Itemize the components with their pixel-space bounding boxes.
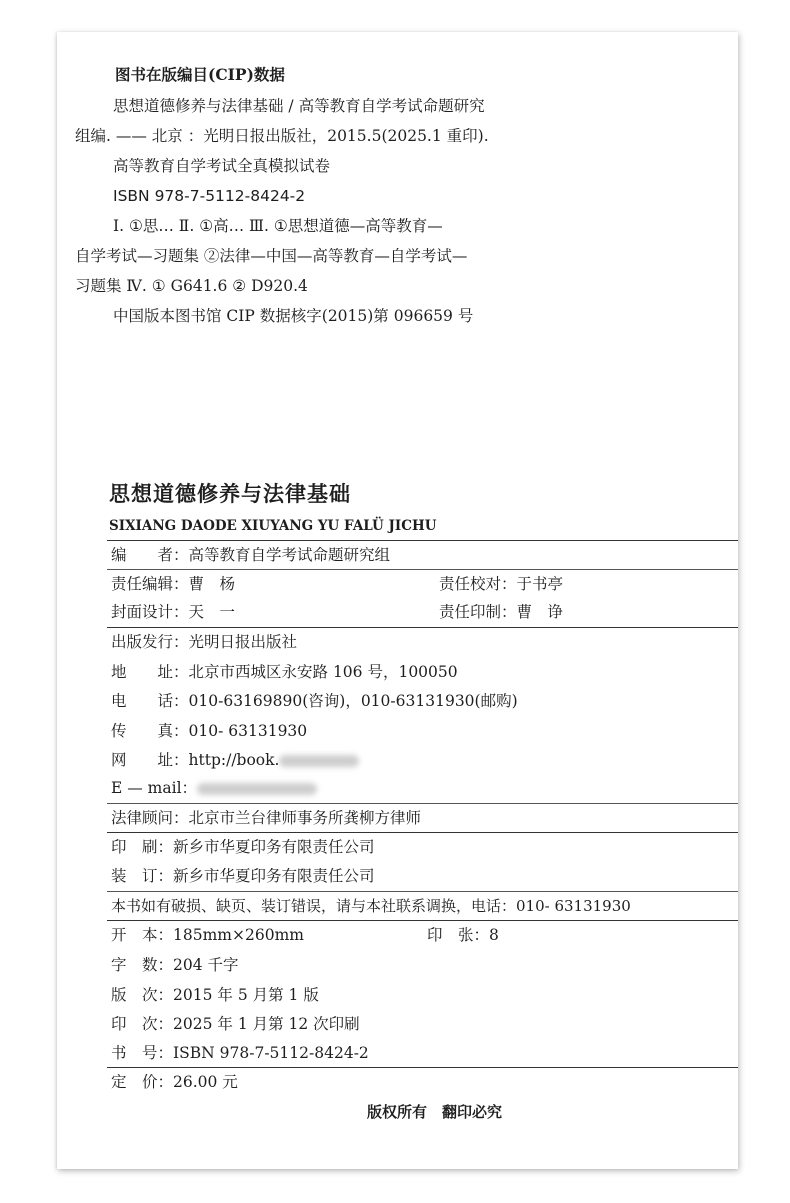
sheets-label: 印 张：: [427, 926, 490, 944]
issuer-value: 光明日报出版社: [188, 633, 298, 651]
issuer-line: [111, 632, 297, 652]
address-label: 地 址：: [111, 663, 189, 681]
printer-value: 新乡市华夏印务有限责任公司: [173, 838, 375, 856]
words-label: 字 数：: [111, 956, 174, 974]
proofreader-line: [439, 574, 563, 594]
sheets-value: 8: [489, 926, 499, 944]
divider: [107, 832, 738, 833]
issuer-label: 出版发行：: [111, 633, 189, 651]
web-line: [111, 750, 359, 770]
edition-label: 版 次：: [111, 986, 174, 1004]
phone-line: [111, 691, 518, 711]
author-value: 高等教育自学考试命题研究组: [188, 546, 391, 564]
damage-notice: 本书如有破损、缺页、装订错误，请与本社联系调换，电话：010- 63131930: [111, 897, 631, 915]
binder-value: 新乡市华夏印务有限责任公司: [173, 867, 375, 885]
fax-line: [111, 721, 307, 741]
cip-line-7: 习题集 Ⅳ. ① G641.6 ② D920.4: [75, 277, 308, 295]
divider: [107, 540, 738, 541]
binder-label: 装 订：: [111, 867, 174, 885]
price-line: [111, 1072, 238, 1092]
cip-heading: 图书在版编目(CIP)数据: [115, 65, 285, 84]
cip-line-2: 组编. —— 北京 ：光明日报出版社，2015.5(2025.1 重印).: [75, 127, 489, 145]
format-value: 185mm×260mm: [173, 926, 304, 944]
phone-label: 电 话：: [111, 692, 189, 710]
address-line: [111, 662, 458, 682]
email-line: [111, 778, 317, 798]
cip-line-8: 中国版本图书馆 CIP 数据核字(2015)第 096659 号: [113, 307, 474, 325]
book-pinyin: SIXIANG DAODE XIUYANG YU FALÜ JICHU: [109, 518, 437, 534]
price-label: 定 价：: [111, 1073, 174, 1091]
proofreader-value: 于书亭: [516, 575, 564, 593]
words-value: 204 千字: [173, 956, 239, 974]
redacted-email: [197, 783, 317, 795]
words-line: [111, 955, 239, 975]
fax-value: 010- 63131930: [188, 722, 308, 740]
format-line: [111, 925, 304, 945]
author-line: [111, 545, 390, 565]
printing-value: 2025 年 1 月第 12 次印刷: [173, 1015, 360, 1033]
cip-isbn: ISBN 978-7-5112-8424-2: [113, 187, 306, 205]
divider: [107, 1067, 738, 1068]
divider: [107, 569, 738, 570]
isbn-line: [111, 1043, 369, 1063]
divider: [107, 803, 738, 804]
printing-resp-value: 曹 诤: [516, 603, 564, 621]
edition-value: 2015 年 5 月第 1 版: [173, 986, 319, 1004]
price-value: 26.00 元: [173, 1073, 238, 1091]
legal-line: [111, 808, 421, 828]
divider: [107, 920, 738, 921]
printer-label: 印 刷：: [111, 838, 174, 856]
email-label: E — mail：: [111, 779, 198, 797]
book-title: 思想道德修养与法律基础: [109, 482, 351, 506]
edition-line: [111, 985, 319, 1005]
printer-line: [111, 837, 375, 857]
divider: [107, 627, 738, 628]
cip-line-5: Ⅰ. ①思… Ⅱ. ①高… Ⅲ. ①思想道德—高等教育—: [113, 217, 443, 235]
cover-line: [111, 602, 235, 622]
printing-label: 印 次：: [111, 1015, 174, 1033]
address-value: 北京市西城区永安路 106 号，100050: [188, 663, 458, 681]
cip-line-6: 自学考试—习题集 ②法律—中国—高等教育—自学考试—: [75, 247, 468, 265]
cip-line-1: 思想道德修养与法律基础 / 高等教育自学考试命题研究: [113, 97, 485, 115]
printing-resp-line: [439, 602, 563, 622]
legal-value: 北京市兰台律师事务所龚柳方律师: [188, 809, 422, 827]
cover-label: 封面设计：: [111, 603, 189, 621]
isbn-label: 书 号：: [111, 1044, 174, 1062]
redacted-url: [279, 755, 359, 767]
copyright-page: [57, 32, 738, 1169]
printing-line: [111, 1014, 360, 1034]
cover-value: 天 一: [188, 603, 236, 621]
web-label: 网 址：: [111, 751, 189, 769]
editor-label: 责任编辑：: [111, 575, 189, 593]
editor-line: [111, 574, 235, 594]
cip-line-3: 高等教育自学考试全真模拟试卷: [113, 157, 331, 175]
isbn-value: ISBN 978-7-5112-8424-2: [173, 1044, 369, 1062]
divider: [107, 891, 738, 892]
legal-label: 法律顾问：: [111, 809, 189, 827]
phone-value: 010-63169890(咨询)，010-63131930(邮购): [188, 692, 518, 710]
format-label: 开 本：: [111, 926, 174, 944]
editor-value: 曹 杨: [188, 575, 236, 593]
printing-resp-label: 责任印制：: [439, 603, 517, 621]
proofreader-label: 责任校对：: [439, 575, 517, 593]
author-label: 编 者：: [111, 546, 189, 564]
fax-label: 传 真：: [111, 722, 189, 740]
rights-notice: 版权所有 翻印必究: [367, 1103, 503, 1121]
sheets-line: [427, 925, 499, 945]
web-value: http://book.: [188, 751, 280, 769]
binder-line: [111, 866, 375, 886]
